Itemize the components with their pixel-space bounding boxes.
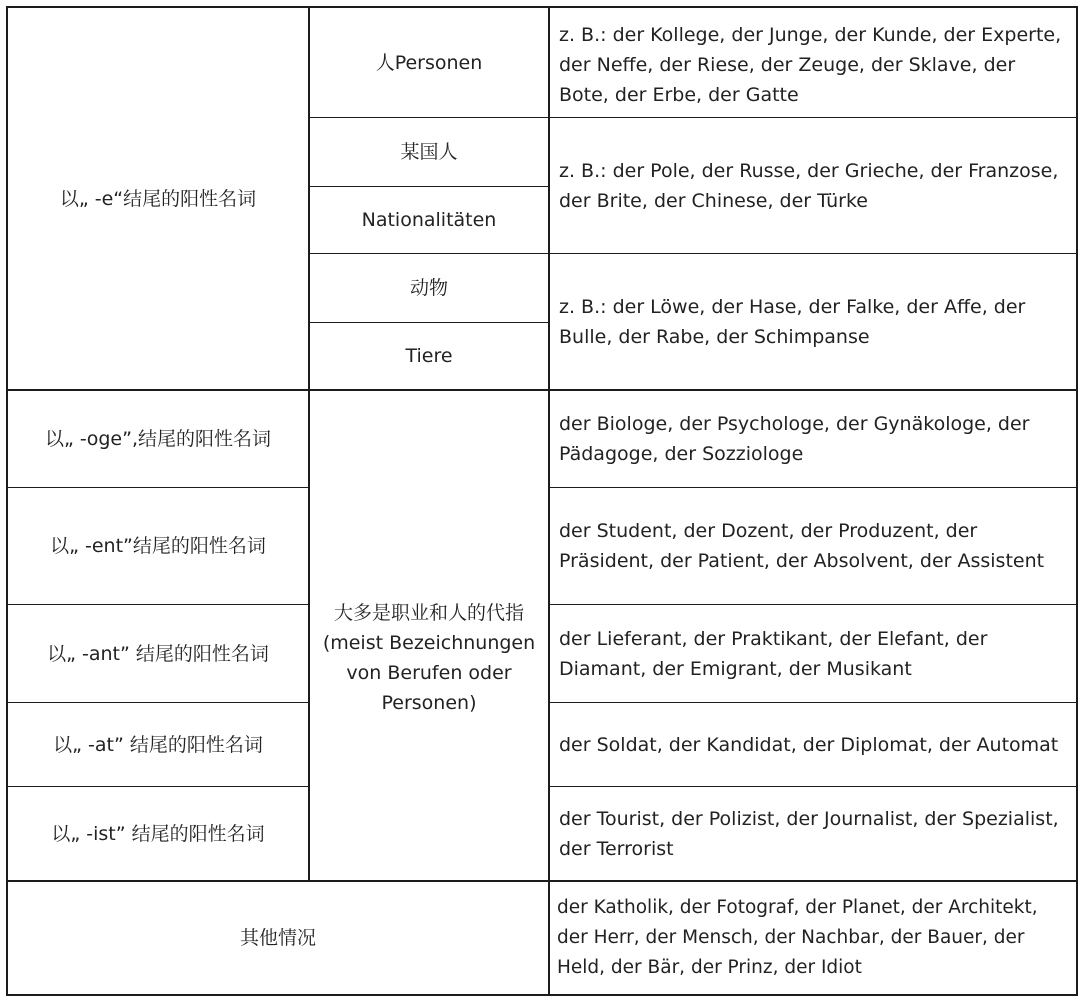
- category-berufe: [310, 391, 548, 880]
- category-tiere-de-text: Tiere: [405, 345, 453, 367]
- category-nationalitaeten-cn: [310, 118, 548, 186]
- suffix-ist-label-text: 以„ -ist” 结尾的阳性名词: [51, 822, 265, 845]
- category-nationalitaeten-de-text: Nationalitäten: [361, 209, 497, 231]
- examples-ant-text: der Lieferant, der Praktikant, der Elefant, der Diamant, der Emigrant, der Musikant: [559, 627, 988, 680]
- examples-ent-text: der Student, der Dozent, der Produzent, der Präsident, der Patient, der Absolvent, der Assistent: [559, 520, 1045, 572]
- examples-tiere-text: z. B.: der Löwe, der Hase, der Falke, der Affe, der Bulle, der Rabe, der Schimpanse: [559, 295, 1026, 348]
- examples-ent: [550, 488, 1076, 604]
- examples-other: [550, 882, 1076, 994]
- suffix-ant-label: [8, 605, 308, 702]
- examples-tiere: [550, 254, 1076, 389]
- examples-nationalitaeten: [550, 118, 1076, 253]
- examples-personen-text: z. B.: der Kollege, der Junge, der Kunde, der Experte, der Neffe, der Riese, der Zeuge, der Sklave, der Bote, der Erbe, der Gatte: [559, 24, 1062, 106]
- examples-oge: [550, 391, 1076, 487]
- category-tiere-cn: [310, 254, 548, 322]
- category-berufe-block: [314, 554, 544, 718]
- category-nationalitaeten-de: [310, 187, 548, 253]
- suffix-at-label-text: 以„ -at” 结尾的阳性名词: [53, 733, 263, 756]
- category-berufe-cn: 大多是职业和人的代指: [333, 601, 524, 624]
- suffix-ant-label-text: 以„ -ant” 结尾的阳性名词: [47, 642, 269, 665]
- examples-nationalitaeten-text: z. B.: der Pole, der Russe, der Grieche, der Franzose, der Brite, der Chinese, der Türke: [559, 159, 1059, 212]
- table-border-right: [1076, 6, 1078, 996]
- category-nationalitaeten-cn-text: 某国人: [400, 141, 458, 163]
- suffix-oge-label-text: 以„ -oge”,结尾的阳性名词: [45, 428, 271, 450]
- category-personen-text: 人Personen: [375, 51, 483, 74]
- table-border-bottom: [6, 994, 1078, 996]
- category-berufe-de: (meist Bezeichnungen von Berufen oder Personen): [322, 631, 536, 714]
- examples-at-text: der Soldat, der Kandidat, der Diplomat, der Automat: [559, 733, 1059, 756]
- examples-at: [550, 703, 1076, 786]
- other-label: [8, 882, 548, 994]
- examples-ist: [550, 787, 1076, 880]
- other-label-text: 其他情况: [239, 927, 316, 949]
- suffix-ist-label: [8, 787, 308, 880]
- examples-oge-text: der Biologe, der Psychologe, der Gynäkologe, der Pädagoge, der Sozziologe: [559, 413, 1030, 465]
- examples-ant: [550, 605, 1076, 702]
- examples-other-text: der Katholik, der Fotograf, der Planet, der Architekt, der Herr, der Mensch, der Nachbar, der Bauer, der Held, der Bär, der Prinz, der Idiot: [557, 897, 1038, 978]
- group-e-label-text: 以„ -e“结尾的阳性名词: [59, 187, 257, 210]
- examples-personen: [550, 8, 1076, 117]
- category-personen: [310, 8, 548, 117]
- suffix-ent-label: [8, 488, 308, 604]
- group-e-label: [8, 8, 308, 389]
- category-tiere-cn-text: 动物: [409, 277, 448, 299]
- suffix-at-label: [8, 703, 308, 786]
- examples-ist-text: der Tourist, der Polizist, der Journalist, der Spezialist, der Terrorist: [559, 807, 1059, 860]
- suffix-oge-label: [8, 391, 308, 487]
- category-tiere-de: [310, 323, 548, 389]
- suffix-ent-label-text: 以„ -ent”结尾的阳性名词: [50, 535, 266, 557]
